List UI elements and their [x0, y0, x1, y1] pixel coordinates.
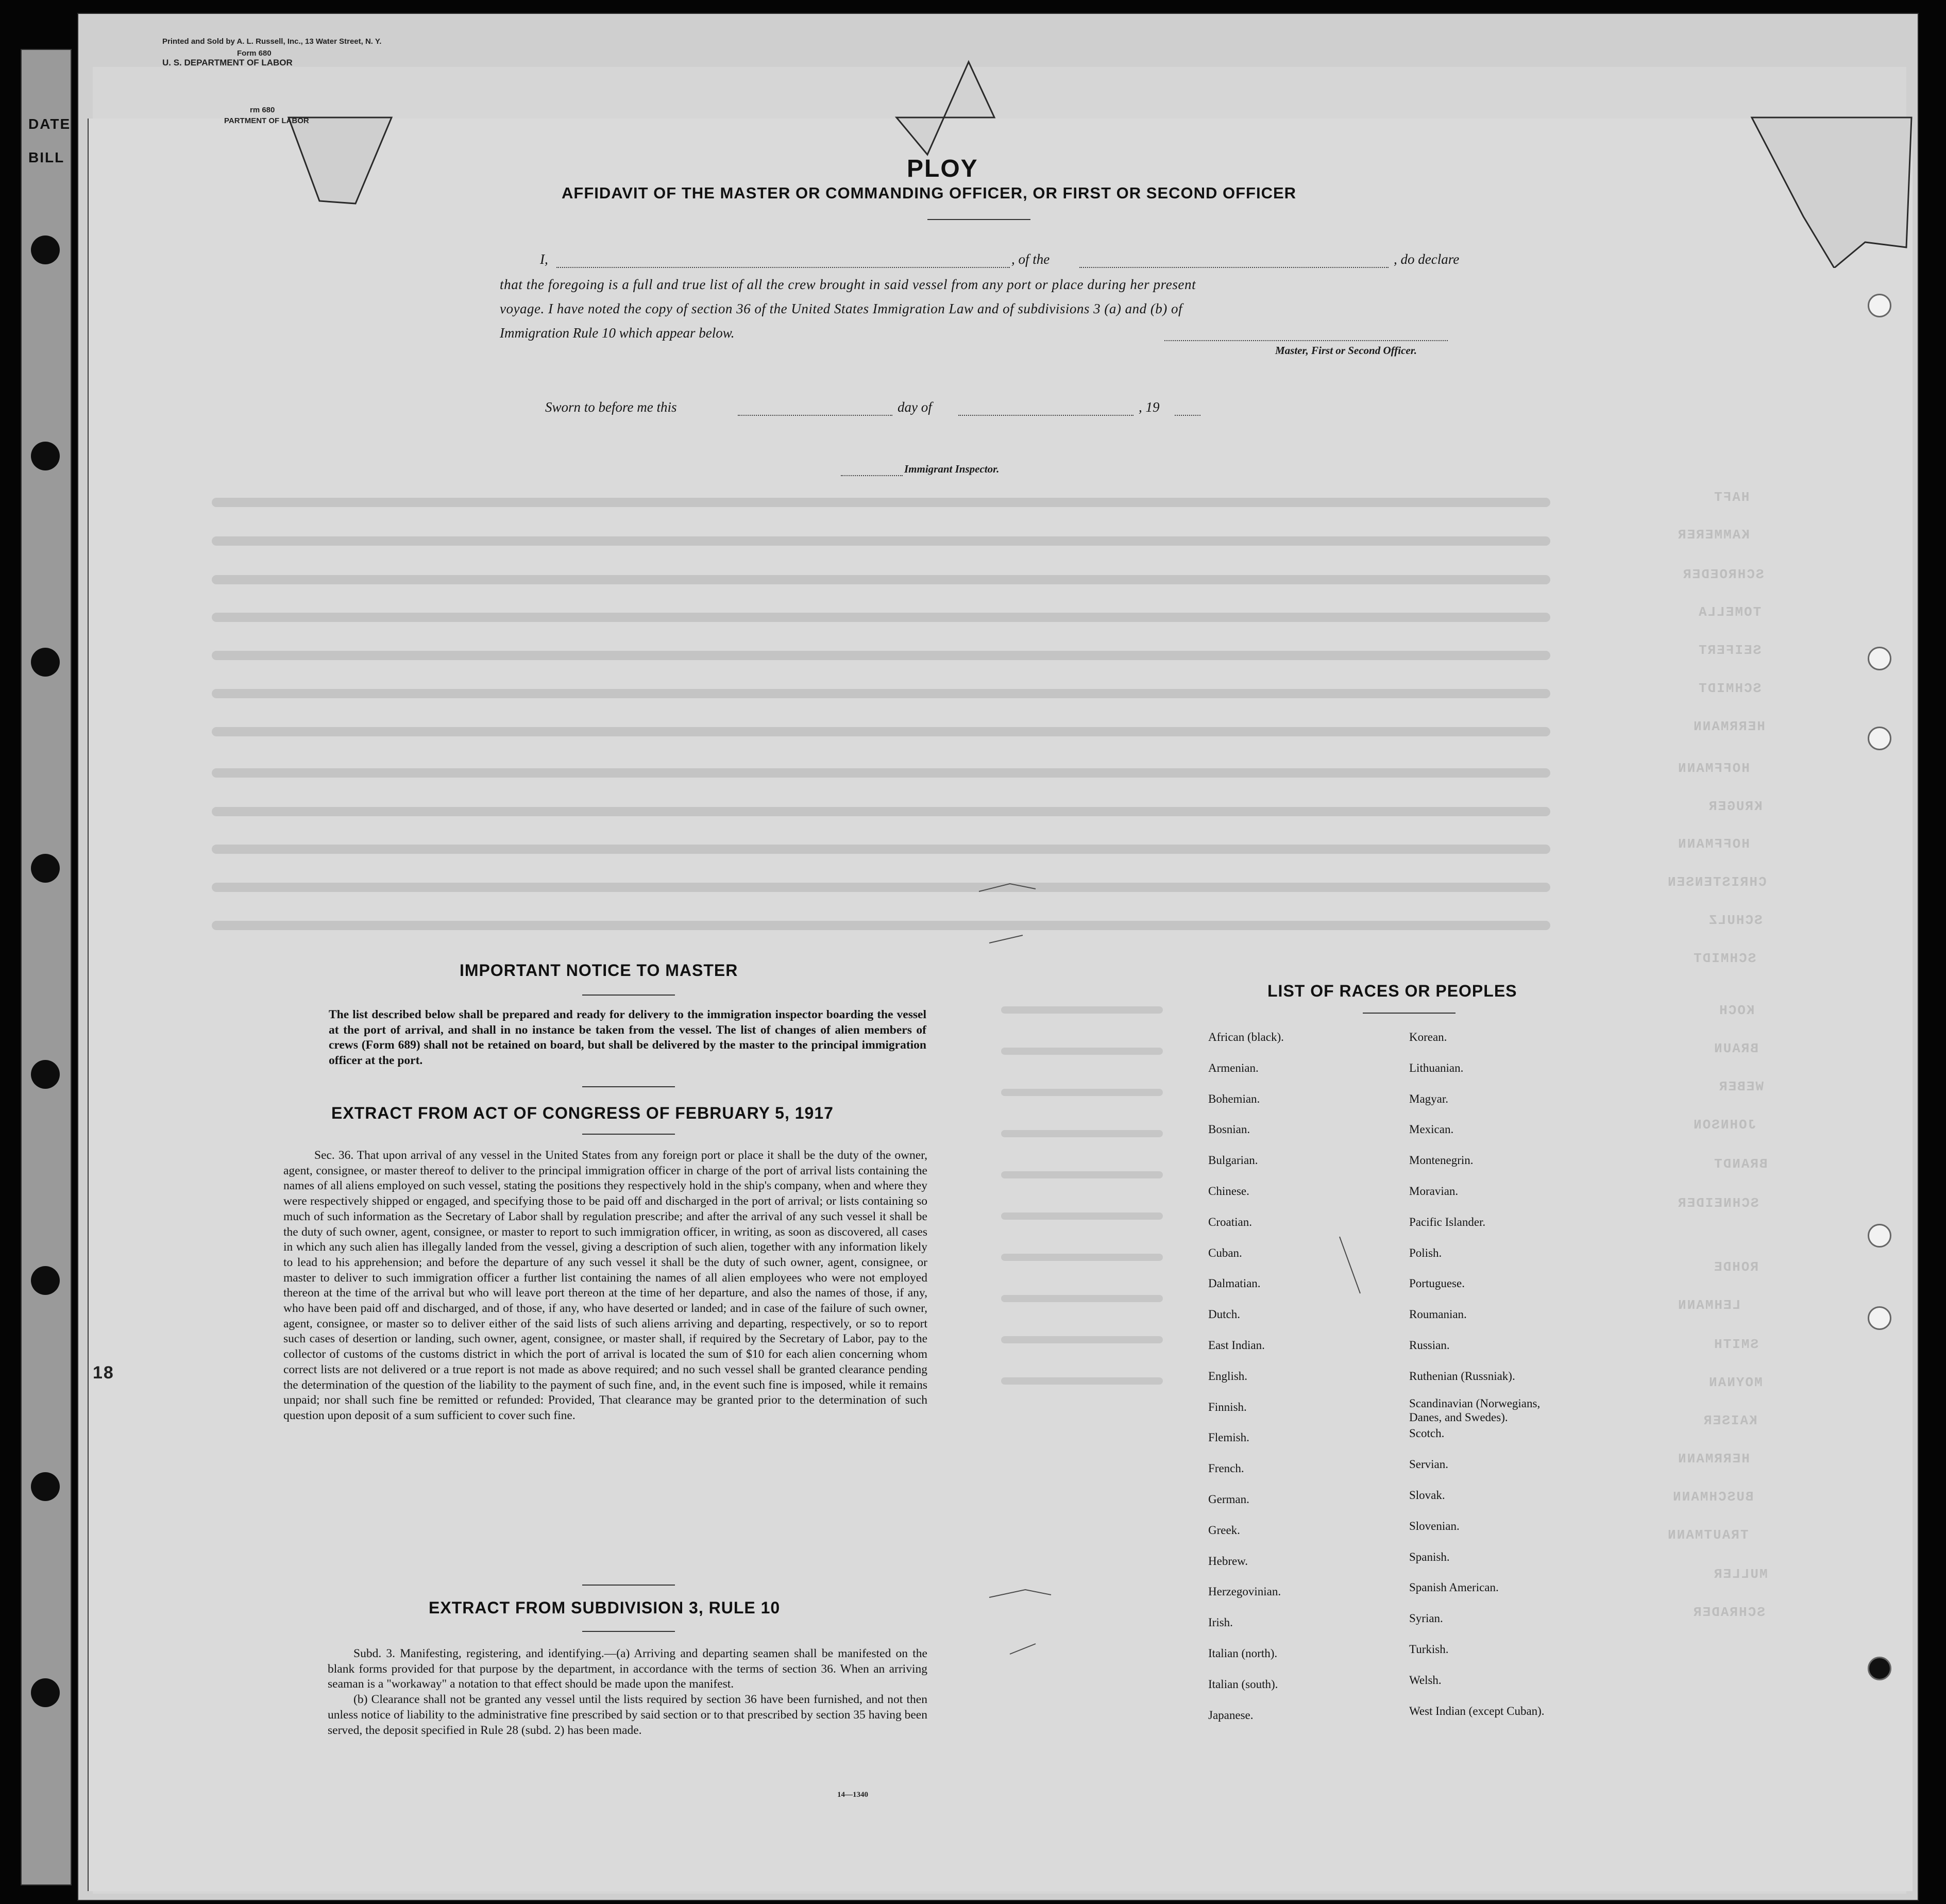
races-title: LIST OF RACES OR PEOPLES — [1267, 982, 1517, 1000]
form-number: Form 680 — [237, 49, 272, 58]
ghost-name: BUSCHMANN — [1672, 1489, 1754, 1505]
ghost-name: SMITH — [1713, 1337, 1759, 1352]
department-label: U. S. DEPARTMENT OF LABOR — [162, 58, 293, 68]
race-item: Magyar. — [1409, 1092, 1449, 1105]
affidavit-title: AFFIDAVIT OF THE MASTER OR COMMANDING OFFICER, OR FIRST OR SECOND OFFICER — [562, 184, 1297, 202]
race-item: East Indian. — [1208, 1338, 1265, 1352]
ghost-name: HOFFMANN — [1677, 761, 1750, 776]
affidavit-line3: voyage. I have noted the copy of section 36 of the United States Immigration Law and of subdivisions 3 (a) and (b) of — [500, 301, 1183, 316]
race-item: Italian (south). — [1208, 1677, 1278, 1691]
race-item: Flemish. — [1208, 1431, 1249, 1444]
affidavit-i: I, — [540, 251, 548, 267]
ghost-name: SCHULZ — [1708, 913, 1763, 928]
act-rule — [582, 1134, 675, 1135]
ghost-name: SCHRADER — [1693, 1605, 1765, 1620]
rule-title: EXTRACT FROM SUBDIVISION 3, RULE 10 — [429, 1598, 781, 1617]
ghost-name: TOMELLA — [1698, 604, 1762, 620]
rule-paragraph-b: (b) Clearance shall not be granted any vessel until the lists required by section 36 have been furnished, and not then unless notice of liability to the administrative fine prescribed by said section or to that prescribed by section 35 having been served, the deposit specified in Rule 28 (subd. 2) has been made. — [328, 1693, 927, 1737]
act-paragraph: Sec. 36. That upon arrival of any vessel in the United States from any foreign port or place it shall be the duty of the owner, agent, consignee, or master thereof to deliver to the principal immigration officer in charge of the port of arrival lists containing the names of all aliens employed on such vessel, stating the positions they respectively hold in the ship's company, when and where they were respectively shipped or engaged, and specifying those to be paid off and discharged in the port of arrival; or lists containing so much of such information as the Secretary of Labor shall by regulation prescribe; and after the arrival of any such vessel it shall be the duty of such owner, agent, consignee, or master to report to such immigration officer, in writing, as soon as discovered, all cases in which any such alien has illegally landed from the vessel, giving a description of such alien, together with any information likely to lead to his apprehension; and before the departure of any such vessel it shall be the duty of such owner, agent, consignee, or master to deliver to such immigration officer a further list containing the names of all alien employees who were not employed thereon at the time of the arrival but who will leave port thereon at the time of her departure, and also the names of those, if any, who have been paid off and discharged, and of those, if any, who have deserted or landed; and in case of the failure of such owner, agent, consignee, or master so to deliver either of the said lists of such aliens arriving and departing, respectively, or so to report such cases of desertion or landing, such owner, agent, consignee, or master shall, if required by the Secretary of Labor, pay to the collector of customs of the customs district in which the port of arrival is located the sum of $10 for each alien concerning whom correct lists are not delivered or a true report is not made as above required; and no such vessel shall be granted clearance pending the determination of the question of the liability to the payment of such fine, and, in the event such fine is imposed, while it remains unpaid; nor shall such fine be remitted or refunded: Provided, That clearance may be granted prior to the determination of such question upon deposit of a sum sufficient to cover such fine. — [283, 1149, 927, 1422]
race-item: Roumanian. — [1409, 1308, 1467, 1321]
ghost-name: JOHNSON — [1693, 1117, 1756, 1133]
affidavit-line2: that the foregoing is a full and true list of all the crew brought in said vessel from any port or place during her present — [500, 277, 1196, 292]
sworn-day-of: day of — [898, 399, 932, 415]
race-item: Cuban. — [1208, 1246, 1242, 1259]
printer-line: Printed and Sold by A. L. Russell, Inc., 13 Water Street, N. Y. — [162, 37, 382, 46]
ghost-name: KOCH — [1718, 1003, 1755, 1018]
act-text — [283, 1148, 927, 1424]
notice-rule — [582, 995, 675, 996]
ghost-name: HERRMANN — [1677, 1451, 1750, 1467]
races-left-column — [1208, 1031, 1284, 1739]
race-item: Pacific Islander. — [1409, 1215, 1486, 1228]
race-item: Hebrew. — [1208, 1554, 1248, 1568]
ghost-name: KRUGER — [1708, 799, 1763, 814]
ghost-name: KAMMERER — [1677, 527, 1750, 543]
notice-text — [329, 1007, 926, 1069]
affidavit-line4: Immigration Rule 10 which appear below. — [500, 325, 735, 341]
ghost-name: LEHMANN — [1677, 1298, 1741, 1313]
affidavit-declare: , do declare — [1394, 251, 1460, 267]
ghost-name: SCHROEDER — [1682, 567, 1764, 582]
race-item: African (black). — [1208, 1031, 1284, 1043]
race-item: Lithuanian. — [1409, 1061, 1464, 1074]
race-item: Korean. — [1409, 1031, 1447, 1043]
race-item: Servian. — [1409, 1458, 1449, 1471]
race-item: Irish. — [1208, 1616, 1233, 1629]
ghost-name: ROHDE — [1713, 1259, 1759, 1275]
ghost-name: TRAUTMANN — [1667, 1527, 1749, 1543]
race-item: Welsh. — [1409, 1673, 1442, 1687]
race-item: Russian. — [1409, 1338, 1450, 1352]
race-item: Syrian. — [1409, 1612, 1443, 1625]
race-item: Scotch. — [1409, 1427, 1445, 1440]
race-item: Italian (north). — [1208, 1646, 1278, 1660]
rule-paragraph-a: Subd. 3. Manifesting, registering, and identifying.—(a) Arriving and departing seamen shall be manifested on the blank forms provided for that purpose by the department, in accordance with the terms of section 36. When an arriving seaman is a "workaway" a notation to that effect should be made upon the manifest. — [328, 1647, 927, 1691]
race-item: Dalmatian. — [1208, 1277, 1261, 1290]
race-item: German. — [1208, 1492, 1249, 1506]
race-item: French. — [1208, 1462, 1244, 1475]
race-item: Portuguese. — [1409, 1277, 1465, 1290]
race-item: Japanese. — [1208, 1708, 1254, 1722]
races-rule — [1363, 1013, 1456, 1014]
sworn-prefix: Sworn to before me this — [545, 399, 677, 415]
notice-paragraph: The list described below shall be prepared and ready for delivery to the immigration inspector boarding the vessel at the port of arrival, and shall in no instance be taken from the vessel. The list of changes of alien members of crews (Form 689) shall not be retained on board, but shall be delivered by the master to the principal immigration officer at the port. — [329, 1008, 926, 1068]
race-item: Moravian. — [1409, 1184, 1459, 1198]
races-right-column — [1409, 1031, 1548, 1735]
race-item: West Indian (except Cuban). — [1409, 1704, 1545, 1717]
ghost-name: SCHMIDT — [1698, 681, 1762, 696]
binder-label-year: 18 — [93, 1363, 114, 1383]
race-item: Montenegrin. — [1409, 1154, 1474, 1167]
race-item: Scandinavian (Norwegians, Danes, and Swedes). — [1409, 1396, 1541, 1424]
ghost-name: MOYNAN — [1708, 1375, 1763, 1390]
act-end-rule — [582, 1585, 675, 1586]
inspector-label: Immigrant Inspector. — [904, 463, 1000, 475]
race-item: Finnish. — [1208, 1400, 1247, 1413]
signature-label: Master, First or Second Officer. — [1275, 344, 1417, 357]
affidavit-of-the: , of the — [1011, 251, 1050, 267]
second-form-number: rm 680 — [250, 106, 275, 114]
race-item: Croatian. — [1208, 1215, 1252, 1228]
ghost-name: WEBER — [1718, 1079, 1764, 1094]
race-item: Spanish. — [1409, 1550, 1450, 1563]
race-item: Slovenian. — [1409, 1519, 1460, 1532]
rule-rule — [582, 1631, 675, 1632]
ghost-name: HAFT — [1713, 490, 1750, 505]
binder-label-bill: BILL — [28, 149, 65, 165]
ghost-name: BRANDT — [1713, 1156, 1768, 1172]
race-item: Ruthenian (Russniak). — [1409, 1369, 1515, 1383]
race-item: Greek. — [1208, 1523, 1240, 1537]
race-item: Chinese. — [1208, 1184, 1249, 1198]
ghost-name: MULLER — [1713, 1566, 1768, 1582]
form-code: 14—1340 — [837, 1791, 868, 1799]
race-item: Polish. — [1409, 1246, 1442, 1259]
ghost-name: KAISER — [1703, 1413, 1757, 1428]
race-item: Bohemian. — [1208, 1092, 1260, 1105]
header-fragment: PLOY — [907, 155, 978, 182]
ghost-name: SCHNEIDER — [1677, 1195, 1759, 1211]
ghost-name: SEIFERT — [1698, 643, 1762, 658]
ghost-name: HOFFMANN — [1677, 836, 1750, 852]
ghost-name: HERRMANN — [1693, 719, 1765, 734]
race-item: Mexican. — [1409, 1123, 1454, 1136]
ghost-name: SCHMIDT — [1693, 951, 1756, 966]
ghost-name: CHRISTENSEN — [1667, 874, 1767, 890]
race-item: English. — [1208, 1369, 1248, 1383]
race-item: Turkish. — [1409, 1642, 1449, 1656]
race-item: Slovak. — [1409, 1488, 1445, 1502]
race-item: Armenian. — [1208, 1061, 1259, 1074]
race-item: Bosnian. — [1208, 1123, 1250, 1136]
race-item: Dutch. — [1208, 1308, 1240, 1321]
act-title: EXTRACT FROM ACT OF CONGRESS OF FEBRUARY 5, 1917 — [331, 1104, 834, 1122]
notice-title: IMPORTANT NOTICE TO MASTER — [460, 961, 738, 980]
race-item: Herzegovinian. — [1208, 1585, 1281, 1598]
sworn-year: , 19 — [1139, 399, 1160, 415]
ghost-name: BRAUN — [1713, 1041, 1759, 1056]
notice-end-rule — [582, 1086, 675, 1087]
race-item: Spanish American. — [1409, 1581, 1499, 1594]
binder-label-date: DATE — [28, 116, 71, 132]
rule-text — [328, 1646, 927, 1738]
race-item: Bulgarian. — [1208, 1154, 1258, 1167]
second-department-label: PARTMENT OF LABOR — [224, 116, 309, 125]
